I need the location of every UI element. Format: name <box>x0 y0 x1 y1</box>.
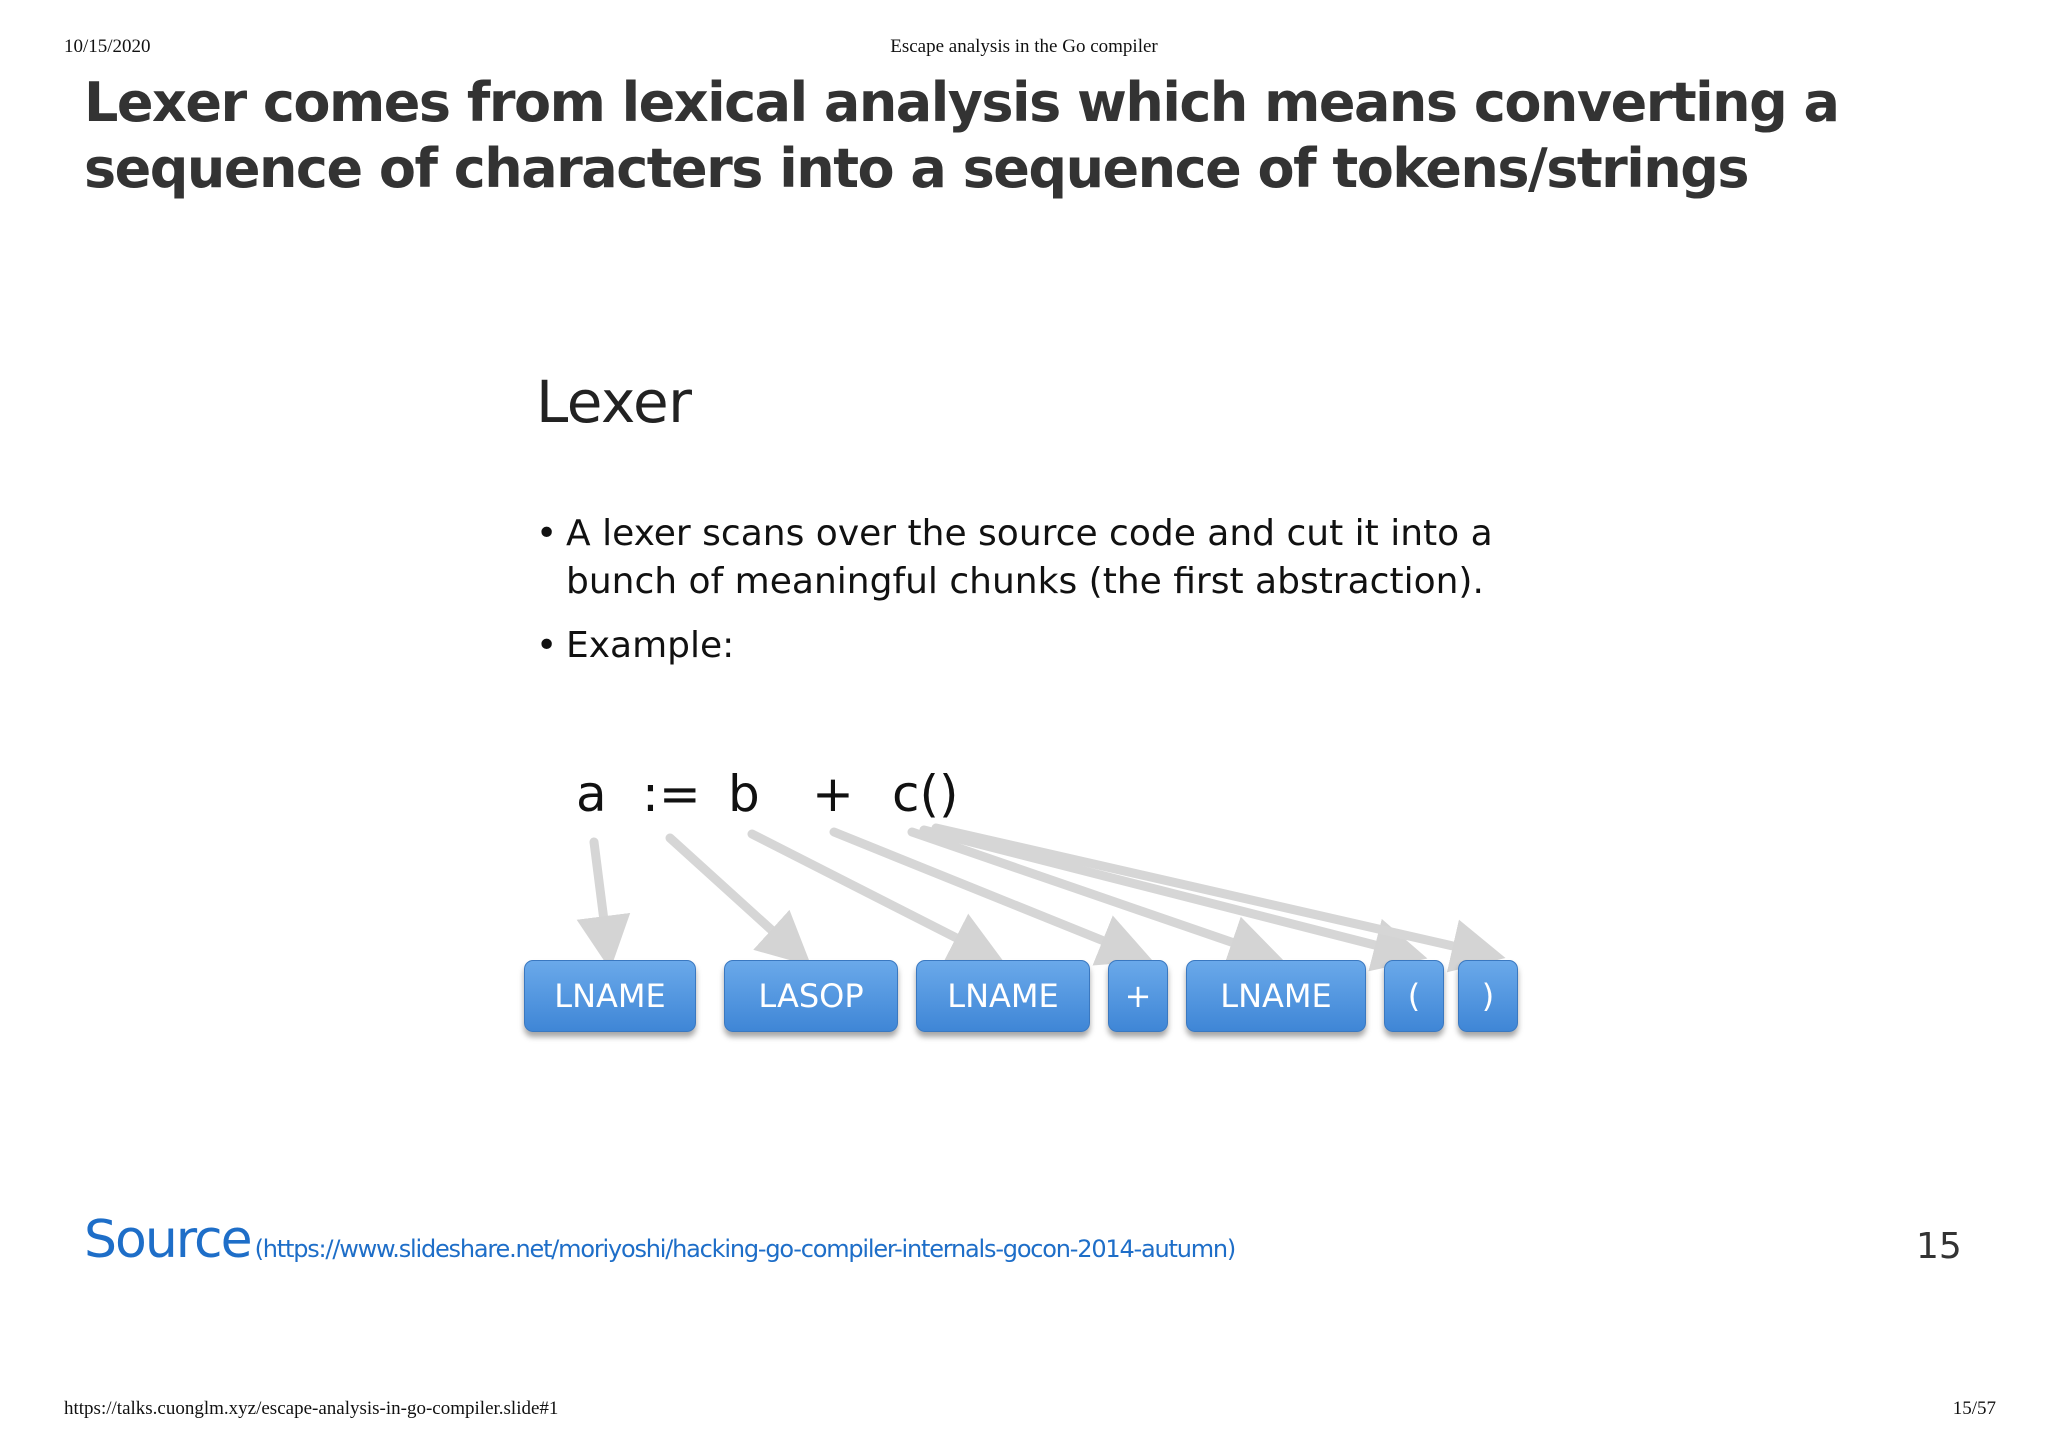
embedded-slide-title: Lexer <box>536 368 692 436</box>
code-token-call: c() <box>892 765 959 823</box>
bullet-item: • Example: <box>536 622 1536 670</box>
code-token-assign: := <box>642 765 701 823</box>
arrow-open-paren <box>924 830 1410 954</box>
slide-heading: Lexer comes from lexical analysis which means converting a sequence of characters into a sequence of tokens/strings <box>84 71 1839 200</box>
arrow-assign <box>670 838 798 954</box>
embedded-slide-image <box>500 340 1560 1080</box>
bullet-item: • A lexer scans over the source code and cut it into a bunch of meaningful chunks (the first abstraction). <box>536 510 1536 606</box>
arrow-a <box>594 842 608 952</box>
print-page-count: 15/57 <box>1952 1398 1996 1419</box>
token-plus: + <box>1108 960 1168 1032</box>
print-document-title: Escape analysis in the Go compiler <box>890 36 1158 57</box>
token-close-paren: ) <box>1458 960 1518 1032</box>
source-line <box>84 1210 1235 1270</box>
bullet-list <box>536 510 1536 686</box>
arrow-b <box>752 834 988 954</box>
token-lname-2: LNAME <box>916 960 1090 1032</box>
print-page-url: https://talks.cuonglm.xyz/escape-analysis-in-go-compiler.slide#1 <box>64 1398 559 1419</box>
code-token-a: a <box>576 765 607 823</box>
slide-number: 15 <box>1916 1226 1962 1267</box>
code-token-plus: + <box>812 765 854 823</box>
source-link[interactable]: Source <box>84 1210 251 1270</box>
token-lname-3: LNAME <box>1186 960 1366 1032</box>
print-date: 10/15/2020 <box>64 36 151 57</box>
code-token-b: b <box>728 765 760 823</box>
token-lasop: LASOP <box>724 960 898 1032</box>
source-url: (https://www.slideshare.net/moriyoshi/hacking-go-compiler-internals-gocon-2014-autumn) <box>254 1235 1236 1263</box>
token-lname-1: LNAME <box>524 960 696 1032</box>
token-open-paren: ( <box>1384 960 1444 1032</box>
